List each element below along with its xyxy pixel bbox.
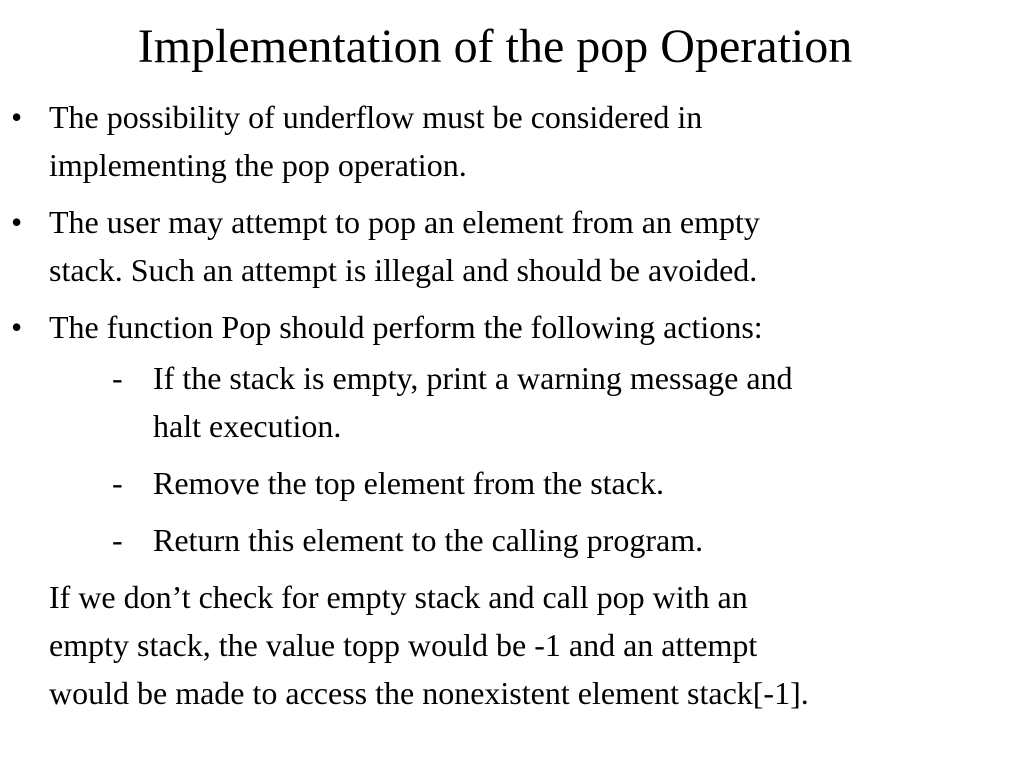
bullet-text-line: stack. Such an attempt is illegal and should be avoided. — [49, 252, 758, 288]
sub-item — [0, 516, 1010, 564]
sub-item-text-line: Return this element to the calling program. — [153, 522, 704, 558]
bullet-text-line: implementing the pop operation. — [49, 147, 467, 183]
sub-item-text-line: Remove the top element from the stack. — [153, 465, 664, 501]
bullet-text-line: The possibility of underflow must be considered in — [49, 99, 703, 135]
slide-title: Implementation of the pop Operation — [137, 20, 853, 73]
bullet-marker: • — [11, 309, 23, 345]
sub-item — [0, 354, 1010, 450]
bullet-item — [0, 198, 1010, 294]
sub-item-text-line: halt execution. — [153, 408, 342, 444]
sub-item-text-line: If the stack is empty, print a warning message and — [153, 360, 793, 396]
note-text-line: If we don’t check for empty stack and call pop with an — [49, 579, 748, 615]
note-text-line: empty stack, the value topp would be -1 and an attempt — [49, 627, 758, 663]
bullet-marker: • — [11, 204, 23, 240]
bullet-text-line: The user may attempt to pop an element from an empty — [49, 204, 760, 240]
sub-item — [0, 459, 1010, 507]
bullet-item — [0, 303, 1010, 351]
bullet-marker: • — [11, 99, 23, 135]
bullet-text-line: The function Pop should perform the following actions: — [49, 309, 763, 345]
bullet-list — [0, 93, 1010, 717]
sub-item-marker: - — [112, 465, 123, 501]
note-paragraph — [0, 573, 1010, 717]
bullet-item — [0, 93, 1010, 189]
sub-item-marker: - — [112, 360, 123, 396]
sub-item-marker: - — [112, 522, 123, 558]
note-text-line: would be made to access the nonexistent element stack[-1]. — [49, 675, 809, 711]
